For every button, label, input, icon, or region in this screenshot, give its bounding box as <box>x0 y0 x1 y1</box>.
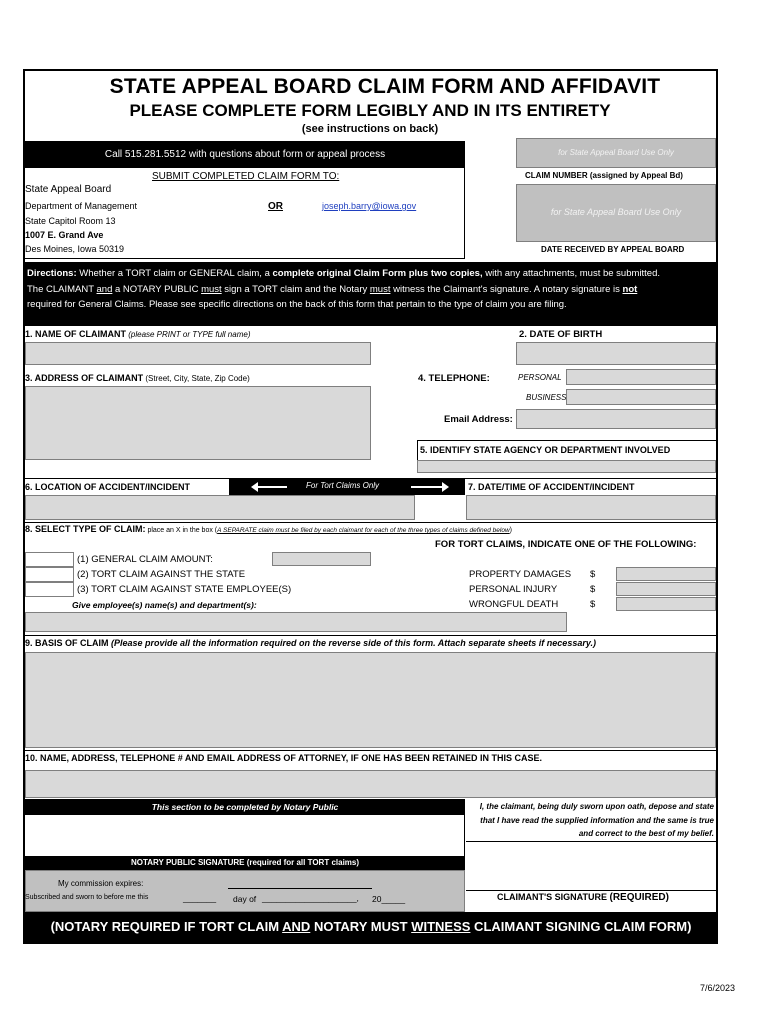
general-claim-checkbox[interactable] <box>25 552 74 567</box>
location-label: 6. LOCATION OF ACCIDENT/INCIDENT <box>25 482 190 492</box>
claimant-signature-area[interactable] <box>466 842 717 890</box>
call-text: Call 515.281.5512 with questions about form or appeal process <box>104 149 386 160</box>
telephone-label: 4. TELEPHONE: <box>418 373 490 384</box>
footer-notice-text: AND <box>282 919 311 934</box>
claim-type-hint: place an X in the box ( <box>145 527 218 534</box>
address-line-2: Department of Management <box>25 201 138 211</box>
email-link[interactable]: joseph.barry@iowa.gov <box>322 201 417 211</box>
claimant-name-label: 1. NAME OF CLAIMANT <box>25 329 126 339</box>
directions-text: a NOTARY PUBLIC <box>112 283 202 295</box>
basis-label: 9. BASIS OF CLAIM <box>25 638 112 648</box>
dob-input[interactable] <box>516 342 716 365</box>
address-line-1: State Appeal Board <box>25 184 112 195</box>
attorney-input[interactable] <box>25 770 716 798</box>
employee-note: Give employee(s) name(s) and department(s): <box>72 600 257 610</box>
wrongful-death-input[interactable] <box>616 597 716 611</box>
footer-notice-text: CLAIMANT SIGNING CLAIM FORM) <box>470 919 692 934</box>
general-claim-label: (1) GENERAL CLAIM AMOUNT: <box>77 554 213 565</box>
property-damages-input[interactable] <box>616 567 716 581</box>
right-arrowhead-icon <box>442 482 449 492</box>
sworn-year-label: 20_____ <box>372 894 406 904</box>
directions-label: Directions: <box>27 268 77 279</box>
directions-text: required for General Claims. Please see specific directions on the back of this form that pertain to the type of claim you are filing. <box>27 299 567 310</box>
claimant-name-label-wrap <box>25 329 250 339</box>
directions-text: with any attachments, must be submitted. <box>482 268 661 279</box>
tort-state-checkbox[interactable] <box>25 567 74 582</box>
notary-signature-label: NOTARY PUBLIC SIGNATURE (required for all TORT claims) <box>130 858 360 867</box>
wrongful-death-label: WRONGFUL DEATH <box>469 599 559 610</box>
email-address-input[interactable] <box>516 409 716 429</box>
employee-names-input[interactable] <box>25 612 567 632</box>
tort-indicate-label: FOR TORT CLAIMS, INDICATE ONE OF THE FOLLOWING: <box>435 539 697 550</box>
form-title: STATE APPEAL BOARD CLAIM FORM AND AFFIDAVIT <box>109 75 661 98</box>
claimant-address-hint: (Street, City, State, Zip Code) <box>143 374 250 383</box>
dollar-sign-2: $ <box>590 584 596 595</box>
claimant-signature-required: (REQUIRED) <box>609 892 669 903</box>
directions-text: witness the Claimant's signature. A notary signature is <box>390 283 623 295</box>
office-use-label-2: for State Appeal Board Use Only <box>550 207 682 217</box>
directions-text: complete original Claim Form plus two copies, <box>272 268 483 279</box>
footer-notice-text: (NOTARY REQUIRED IF TORT CLAIM <box>50 919 283 934</box>
claimant-name-hint: (please PRINT or TYPE full name) <box>126 330 251 339</box>
personal-injury-input[interactable] <box>616 582 716 596</box>
or-text: OR <box>268 201 283 212</box>
submit-heading: SUBMIT COMPLETED CLAIM FORM TO: <box>152 171 340 182</box>
directions-text: must <box>201 283 222 295</box>
office-use-label-1: for State Appeal Board Use Only <box>558 148 674 157</box>
footer-notice-text: WITNESS <box>411 919 471 934</box>
location-input[interactable] <box>25 495 415 520</box>
business-phone-input[interactable] <box>566 389 716 405</box>
notary-commission-box[interactable] <box>25 870 465 912</box>
directions-text: not <box>622 283 638 295</box>
agency-label: 5. IDENTIFY STATE AGENCY OR DEPARTMENT INVOLVED <box>420 445 671 455</box>
dollar-sign-3: $ <box>590 599 596 610</box>
right-arrow-icon <box>411 486 443 488</box>
directions-box <box>25 262 717 326</box>
general-claim-amount-input[interactable] <box>272 552 371 566</box>
form-subtitle: PLEASE COMPLETE FORM LEGIBLY AND IN ITS ENTIRETY <box>129 101 611 120</box>
email-address-label: Email Address: <box>444 414 513 425</box>
tort-employee-checkbox[interactable] <box>25 582 74 597</box>
tort-state-label: (2) TORT CLAIM AGAINST THE STATE <box>77 569 246 580</box>
left-arrowhead-icon <box>251 482 258 492</box>
attorney-label: 10. NAME, ADDRESS, TELEPHONE # AND EMAIL ADDRESS OF ATTORNEY, IF ONE HAS BEEN RETAINED IN THIS CASE. <box>25 753 543 763</box>
claimant-signature-label: CLAIMANT'S SIGNATURE <box>497 892 610 902</box>
oath-text: I, the claimant, being duly sworn upon oath, depose and state that I have read the supplied information and the same is true and correct to the best of my belief. <box>479 802 714 838</box>
date-time-input[interactable] <box>466 495 716 520</box>
basis-hint: (Please provide all the information required on the reverse side of this form. Attach separate sheets if necessary.) <box>111 638 597 648</box>
notary-section-label: This section to be completed by Notary Public <box>151 802 339 812</box>
claim-type-hint: A SEPARATE claim must be filed by each claimant for each of the three types of claims defined below <box>217 527 510 534</box>
claimant-address-input[interactable] <box>25 386 371 460</box>
instructions-note: (see instructions on back) <box>301 123 439 135</box>
footer-notice <box>25 912 717 942</box>
footer-notice-text: NOTARY MUST <box>310 919 412 934</box>
personal-injury-label: PERSONAL INJURY <box>469 584 558 595</box>
notary-header-bar <box>25 799 465 815</box>
call-bar <box>25 141 465 168</box>
claimant-signature-label-wrap <box>497 892 669 903</box>
footer-notice-bar <box>25 912 717 942</box>
claim-type-hint: ) <box>509 527 512 534</box>
claim-type-label-wrap <box>25 524 512 534</box>
sworn-month-blank: ____________________, <box>262 893 359 903</box>
directions-text: and <box>96 283 113 295</box>
basis-input[interactable] <box>25 652 716 748</box>
directions-text: must <box>369 283 391 295</box>
address-line-4: 1007 E. Grand Ave <box>25 230 104 240</box>
claimant-address-label: 3. ADDRESS OF CLAIMANT <box>25 373 144 383</box>
tort-only-bar <box>229 478 465 495</box>
commission-label: My commission expires: <box>58 879 144 888</box>
business-phone-label: BUSINESS <box>526 393 567 402</box>
address-line-3: State Capitol Room 13 <box>25 216 116 226</box>
day-of-label: day of <box>233 894 257 904</box>
date-received-label: DATE RECEIVED BY APPEAL BOARD <box>541 245 685 254</box>
office-use-box-2 <box>516 184 716 242</box>
property-damages-label: PROPERTY DAMAGES <box>469 569 572 580</box>
notary-sig-bar <box>25 856 465 870</box>
agency-input[interactable] <box>417 460 716 473</box>
personal-phone-label: PERSONAL <box>518 373 562 382</box>
sworn-day-blank: _______ <box>183 893 217 903</box>
personal-phone-input[interactable] <box>566 369 716 385</box>
left-arrow-icon <box>255 486 287 488</box>
claim-type-label: 8. SELECT TYPE OF CLAIM: <box>25 524 146 534</box>
dob-label: 2. DATE OF BIRTH <box>519 329 603 340</box>
sworn-label: Subscribed and sworn to before me this <box>25 894 149 901</box>
revision-date: 7/6/2023 <box>700 983 736 993</box>
claim-number-label: CLAIM NUMBER (assigned by Appeal Bd) <box>525 171 683 180</box>
notary-seal-area[interactable] <box>25 815 465 856</box>
basis-label-wrap <box>25 638 596 648</box>
directions-text: The CLAIMANT <box>27 283 97 295</box>
address-line-5: Des Moines, Iowa 50319 <box>25 244 125 254</box>
tort-only-label: For Tort Claims Only <box>306 481 380 490</box>
directions-text: sign a TORT claim and the Notary <box>221 283 370 295</box>
claimant-address-label-wrap <box>25 373 250 383</box>
tort-employee-label: (3) TORT CLAIM AGAINST STATE EMPLOYEE(S) <box>77 584 292 595</box>
dollar-sign-1: $ <box>590 569 596 580</box>
directions-text: Whether a TORT claim or GENERAL claim, a <box>76 268 273 279</box>
claimant-name-input[interactable] <box>25 342 371 365</box>
date-time-label: 7. DATE/TIME OF ACCIDENT/INCIDENT <box>468 482 635 492</box>
office-use-box-1 <box>516 138 716 168</box>
